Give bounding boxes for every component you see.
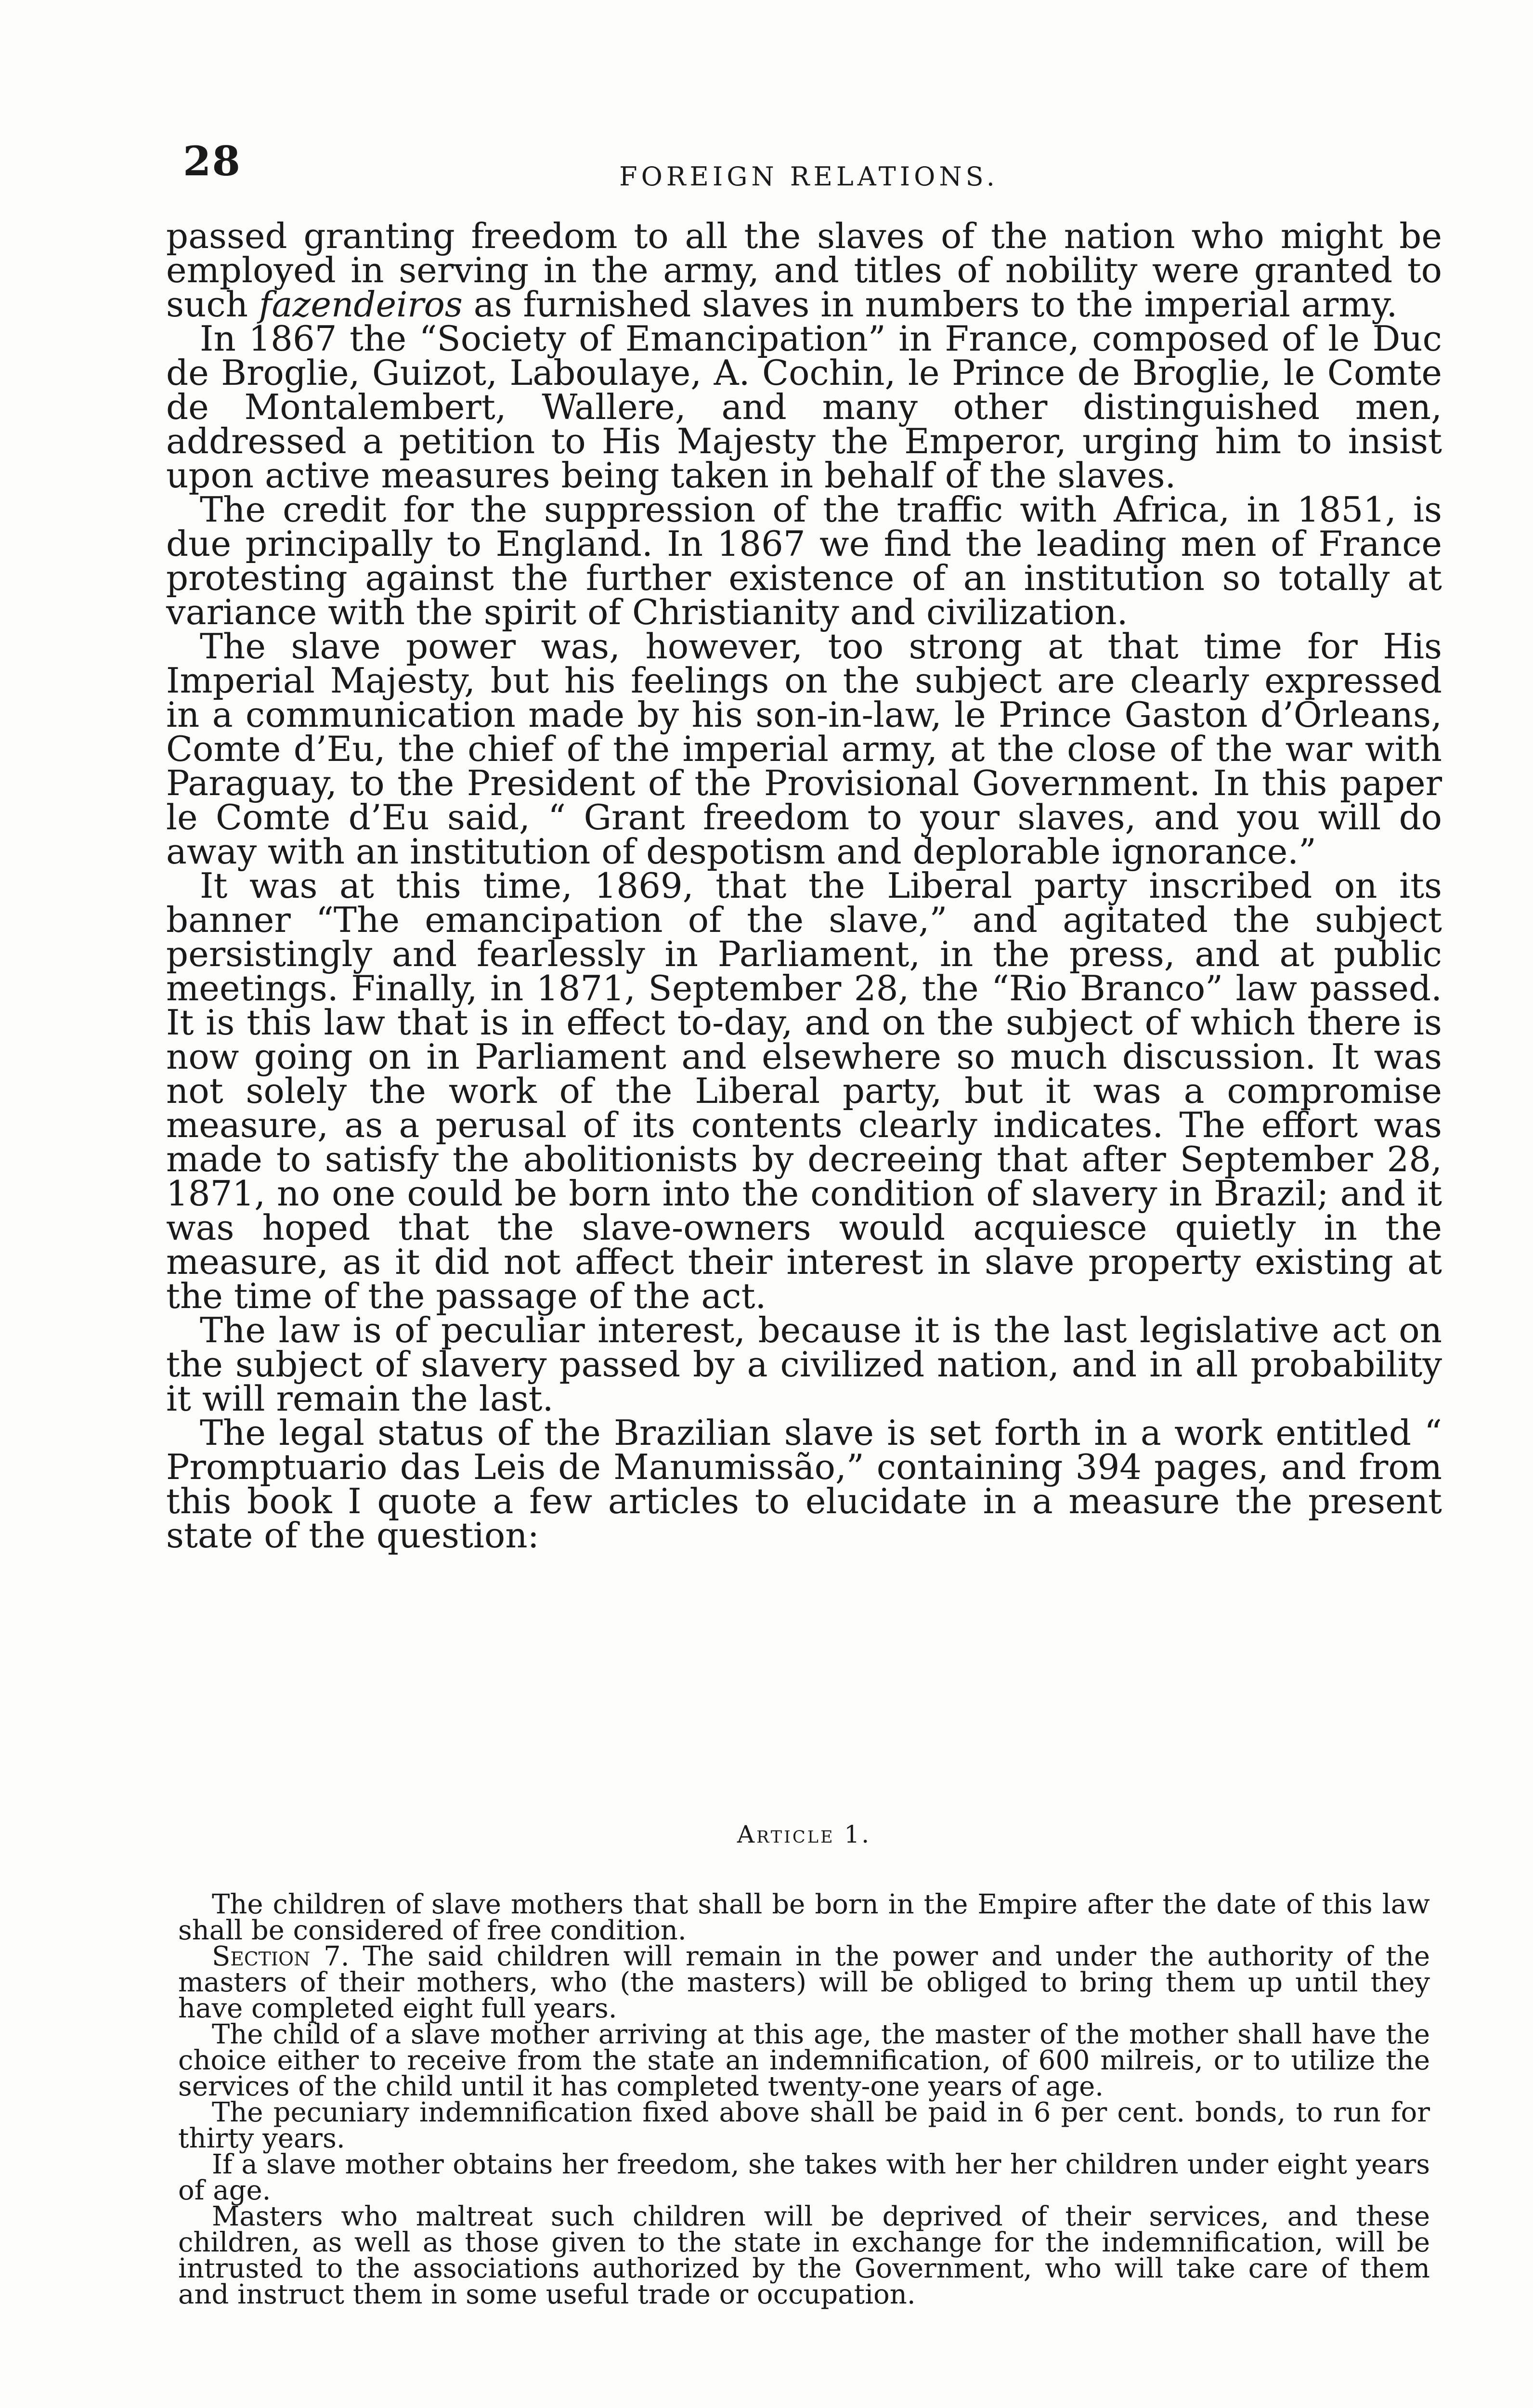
paragraph: It was at this time, 1869, that the Liberal party inscribed on its banner “The emancipation of the slave,” and agitated the subject persistingly and fearlessly in Parliament, in the press, and at public meetings. Finally, in 1871, September 28, the “Rio Branco” law passed. It is this law that is in effect to-day, and on the subject of which there is now going on in Parliament and elsewhere so much discussion. It was not solely the work of the Liberal party, but it was a compromise measure, as a perusal of its contents clearly indicates. The effort was made to satisfy the abolitionists by decreeing that after September 28, 1871, no one could be born into the condition of slavery in Brazil; and it was hoped that the slave-owners would acquiesce quietly in the measure, as it did not affect their interest in slave property existing at the time of the passage of the act. — [166, 865, 1442, 1316]
paragraph: In 1867 the “Society of Emancipation” in France, composed of le Duc de Broglie, Guizot, Laboulaye, A. Cochin, le Prince de Broglie, le Comte de Montalembert, Wallere, and many other distinguished men, addressed a petition to His Majesty the Emperor, urging him to insist upon active measures being taken in behalf of the slaves. — [166, 318, 1442, 496]
article-paragraph — [178, 1941, 1430, 2024]
section-label: Section 7. — [212, 1941, 350, 1972]
page-number: 28 — [183, 137, 241, 185]
paragraph: The credit for the suppression of the traffic with Africa, in 1851, is due principally to England. In 1867 we find the leading men of France protesting against the further existence of an institution so totally at variance with the spirit of Christianity and civilization. — [166, 489, 1442, 632]
article-paragraph: The child of a slave mother arriving at this age, the master of the mother shall have the choice either to receive from the state an indemnification, of 600 milreis, or to utilize the services of the child until it has completed twenty-one years of age. — [178, 2019, 1430, 2102]
article-section — [178, 1820, 1430, 2308]
text-run: as furnished slaves in numbers to the imperial army. — [462, 284, 1398, 325]
paragraph — [166, 216, 1442, 325]
paragraph: The legal status of the Brazilian slave is set forth in a work entitled “ Promptuario das Leis de Manumissão,” containing 394 pages, and from this book I quote a few articles to elucidate in a measure the present state of the question: — [166, 1413, 1442, 1556]
article-heading: Article 1. — [737, 1820, 871, 1848]
page-header — [183, 137, 1435, 195]
running-head: FOREIGN RELATIONS. — [619, 161, 999, 192]
paragraph: The slave power was, however, too strong at that time for His Imperial Majesty, but his feelings on the subject are clearly expressed in a communication made by his son-in-law, le Prince Gaston d’Orleans, Comte d’Eu, the chief of the imperial army, at the close of the war with Paraguay, to the President of the Provisional Government. In this paper le Comte d’Eu said, “ Grant freedom to your slaves, and you will do away with an institution of despotism and deplorable ignorance.” — [166, 626, 1442, 872]
article-text — [178, 1889, 1430, 2310]
article-paragraph: If a slave mother obtains her freedom, she takes with her her children under eight years of age. — [178, 2149, 1430, 2206]
body-text — [166, 216, 1442, 1556]
text-run: The said children will remain in the power and under the authority of the masters of their mothers, who (the masters) will be obliged to bring them up until they have completed eight full years. — [178, 1941, 1430, 2024]
text-run: passed granting freedom to all the slaves of the nation who might be employed in serving in the army, and titles of nobility were granted to such — [166, 216, 1442, 325]
italic-term: fazendeiros — [259, 284, 463, 325]
paragraph: The law is of peculiar interest, because it is the last legislative act on the subject of slavery passed by a civilized nation, and in all probability it will remain the last. — [166, 1310, 1442, 1419]
article-paragraph: The pecuniary indemnification fixed above shall be paid in 6 per cent. bonds, to run for thirty years. — [178, 2097, 1430, 2154]
article-paragraph: The children of slave mothers that shall be born in the Empire after the date of this law shall be considered of free condition. — [178, 1889, 1430, 1946]
article-paragraph: Masters who maltreat such children will be deprived of their services, and these children, as well as those given to the state in exchange for the indemnification, will be intrusted to the associations authorized by the Government, who will take care of them and instruct them in some useful trade or occupation. — [178, 2201, 1430, 2310]
